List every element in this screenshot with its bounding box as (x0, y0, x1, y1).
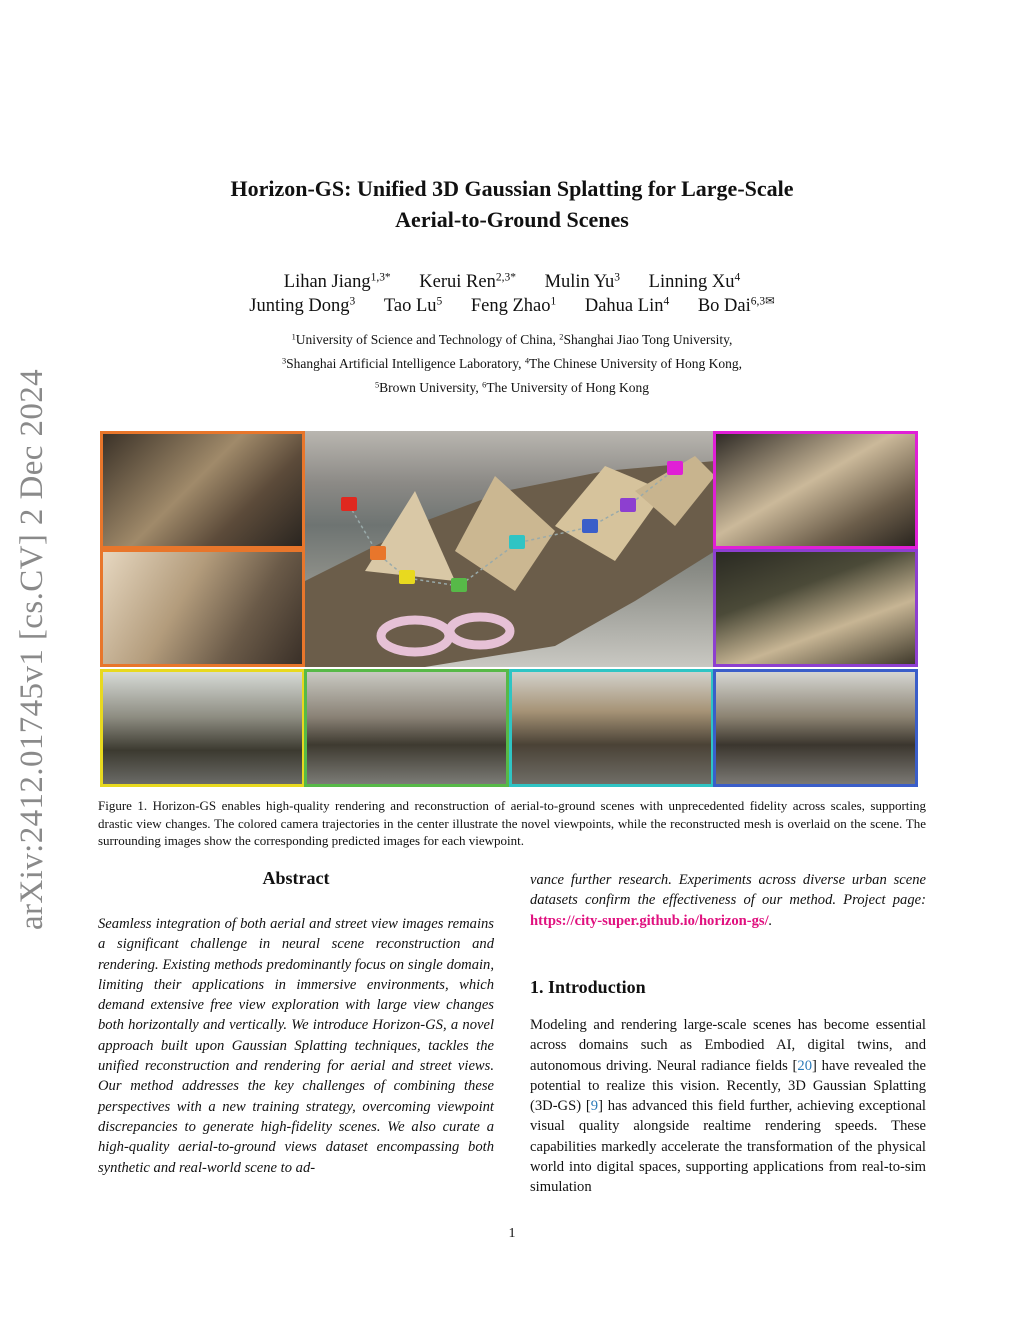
project-page-link[interactable]: https://city-super.github.io/horizon-gs/ (530, 912, 769, 929)
camera-marker-orange (370, 546, 386, 560)
author: Mulin Yu$^3$ (544, 271, 621, 292)
section-heading-introduction: 1. Introduction (530, 977, 646, 997)
arxiv-side-stamp: arXiv:2412.01745v1 [cs.CV] 2 Dec 2024 (14, 368, 50, 930)
author: Lihan Jiang$^{1,3*}$ (283, 271, 391, 292)
camera-marker-purple (620, 498, 636, 512)
page-number: 1 (508, 1226, 516, 1241)
camera-marker-yellow (399, 570, 415, 584)
author: Tao Lu$^5$ (383, 295, 443, 316)
figure-1 (100, 431, 918, 787)
viewpoint-yellow (100, 669, 305, 787)
abstract-body: Seamless integration of both aerial and street view images remains a significant challenge in neural scene reconstruction and rendering. Existing methods predominantly focus on single domain, limiting their applications in immersive environments, which demand extensive free view exploration with large view changes both horizontally and vertically. We introduce Horizon-GS, a novel approach built upon Gaussian Splatting techniques, tackles the unified reconstruction and rendering for aerial and street views. Our method addresses the key challenges of combining these perspectives with a new training strategy, overcoming viewpoint discrepancies to generate high-fidelity scenes. We also curate a high-quality aerial-to-ground views dataset encompassing both synthetic and real-world scene to ad- (98, 916, 494, 1176)
author-list-row-1 (130, 270, 894, 294)
author: Kerui Ren$^{2,3*}$ (419, 271, 516, 292)
citation-link[interactable]: 20 (797, 1057, 813, 1074)
camera-marker-blue (582, 519, 598, 533)
camera-marker-green (451, 578, 467, 592)
camera-marker-magenta (667, 461, 683, 475)
author: Linning Xu$^4$ (648, 271, 741, 292)
author: Junting Dong$^3$ (249, 295, 356, 316)
abstract-continued: vance further research. Experiments across diverse urban scene datasets confirm the effectiveness of our method. Project page: https://city-super.github.io/horizon-gs/. (530, 872, 926, 929)
paper-title (130, 173, 894, 235)
author: Dahua Lin$^4$ (584, 295, 670, 316)
viewpoint-cyan (509, 669, 714, 787)
camera-trajectory (100, 431, 918, 667)
affiliation-line-1: $^1$University of Science and Technology of China, $^2$Shanghai Jiao Tong University, (291, 332, 733, 347)
viewpoint-blue (713, 669, 918, 787)
introduction-body: Modeling and rendering large-scale scenes has become essential across domains such as Embodied AI, digital twins, and autonomous driving. Neural radiance fields [20] have revealed the potential to realize this vision. Recently, 3D Gaussian Splatting (3D-GS) [9] has advanced this field further, achieving exceptional visual quality alongside realtime rendering speeds. These capabilities markedly accelerate the transformation of the physical world into digital spaces, supporting applications from real-to-sim simulation (530, 1017, 926, 1196)
affiliation-line-3: $^5$Brown University, $^6$The University of Hong Kong (374, 380, 650, 395)
abstract-heading: Abstract (262, 868, 330, 888)
figure-caption: Figure 1. Horizon-GS enables high-quality rendering and reconstruction of aerial-to-ground scenes with unprecedented fidelity across scales, supporting drastic view changes. The colored camera trajectories in the center illustrate the novel viewpoints, while the reconstructed mesh is overlaid on the scene. The surrounding images show the corresponding predicted images for each viewpoint. (98, 798, 926, 848)
citation-link[interactable]: 9 (590, 1098, 599, 1115)
camera-marker-red (341, 497, 357, 511)
author: Feng Zhao$^1$ (470, 295, 557, 316)
camera-marker-cyan (509, 535, 525, 549)
viewpoint-green (304, 669, 509, 787)
affiliation-line-2: $^3$Shanghai Artificial Intelligence Laboratory, $^4$The Chinese University of Hong Kong, (281, 356, 742, 371)
author: Bo Dai$^{6,3✉}$ (697, 295, 775, 316)
title-line-2: Aerial-to-Ground Scenes (395, 207, 629, 232)
author-list-row-2 (130, 294, 894, 318)
title-line-1: Horizon-GS: Unified 3D Gaussian Splatting for Large-Scale (230, 176, 794, 201)
